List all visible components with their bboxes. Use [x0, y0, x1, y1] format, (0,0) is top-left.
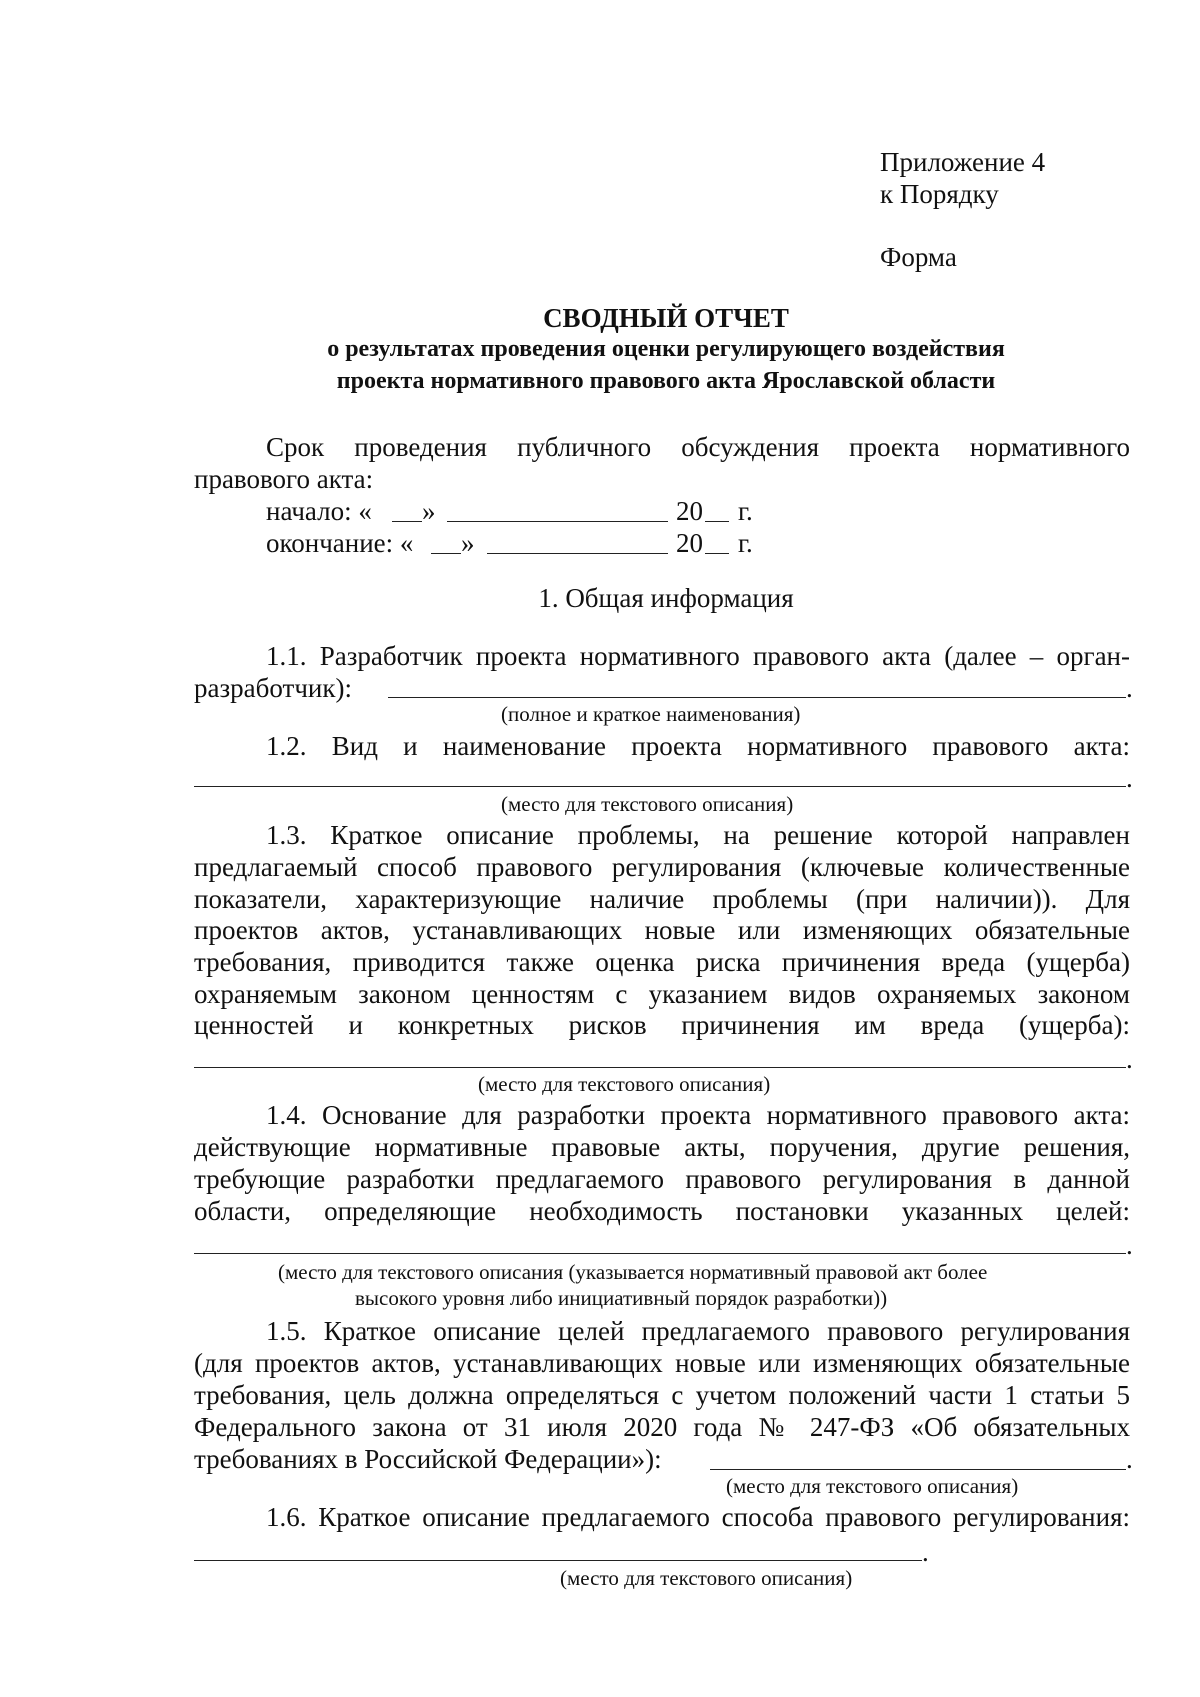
item-1-3-line2: предлагаемый способ правового регулирования (ключевые количественные — [194, 852, 1130, 882]
item-1-5-line2: (для проектов актов, устанавливающих новые или изменяющих обязательные — [194, 1348, 1130, 1378]
item-1-2-period: . — [1126, 763, 1133, 793]
item-1-3-line1: 1.3. Краткое описание проблемы, на решение которой направлен — [266, 820, 1130, 850]
end-year-prefix: 20 — [676, 528, 703, 558]
item-1-6-caption: (место для текстового описания) — [560, 1566, 853, 1590]
term-line-2: правового акта: — [194, 464, 374, 494]
item-1-1-line1: 1.1. Разработчик проекта нормативного правового акта (далее – орган- — [266, 641, 1130, 671]
item-1-3-line5: требования, приводится также оценка риска причинения вреда (ущерба) — [194, 947, 1130, 977]
item-1-4-line3: требующие разработки предлагаемого правового регулирования в данной — [194, 1164, 1130, 1194]
item-1-2-line1: 1.2. Вид и наименование проекта нормативного правового акта: — [266, 731, 1130, 761]
document-subtitle-line2: проекта нормативного правового акта Ярославской области — [336, 368, 996, 394]
end-day-blank[interactable] — [431, 553, 461, 554]
item-1-3-line6: охраняемым законом ценностям с указанием видов охраняемых законом — [194, 979, 1130, 1009]
appendix-block — [880, 146, 1045, 210]
item-1-3-caption: (место для текстового описания) — [478, 1072, 771, 1096]
item-1-6-line1: 1.6. Краткое описание предлагаемого способа правового регулирования: — [266, 1502, 1130, 1532]
item-1-5-line5: требованиях в Российской Федерации»): — [194, 1444, 662, 1474]
item-1-5-period: . — [1126, 1444, 1133, 1474]
start-year-suffix: г. — [738, 496, 753, 526]
goals-description-blank[interactable] — [710, 1469, 1126, 1470]
item-1-2-caption: (место для текстового описания) — [501, 792, 794, 816]
document-subtitle-line1: о результатах проведения оценки регулирующего воздействия — [327, 336, 1005, 362]
item-1-1-caption: (полное и краткое наименования) — [501, 702, 801, 726]
start-day-blank[interactable] — [392, 521, 422, 522]
start-year-blank[interactable] — [705, 521, 729, 522]
end-date-close-quote: » — [461, 528, 475, 558]
item-1-1-period: . — [1126, 673, 1133, 703]
start-year-prefix: 20 — [676, 496, 703, 526]
end-year-suffix: г. — [738, 528, 753, 558]
item-1-3-period: . — [1126, 1044, 1133, 1074]
end-date-label: окончание: « — [266, 528, 414, 558]
item-1-5-line3: требования, цель должна определяться с учетом положений части 1 статьи 5 — [194, 1380, 1130, 1410]
start-date-close-quote: » — [422, 496, 436, 526]
section-1-heading: 1. Общая информация — [538, 583, 794, 613]
start-date-label: начало: « — [266, 496, 372, 526]
item-1-4-line1: 1.4. Основание для разработки проекта нормативного правового акта: — [266, 1100, 1130, 1130]
item-1-5-caption: (место для текстового описания) — [726, 1474, 1019, 1498]
form-label: Форма — [880, 242, 957, 272]
item-1-6-period: . — [922, 1537, 929, 1567]
act-name-blank[interactable] — [194, 786, 1126, 787]
developer-name-blank[interactable] — [388, 697, 1126, 698]
appendix-reference: к Порядку — [880, 179, 999, 209]
item-1-3-line4: проектов актов, устанавливающих новые или изменяющих обязательные — [194, 915, 1130, 945]
item-1-4-caption-line1: (место для текстового описания (указывается нормативный правовой акт более — [278, 1260, 988, 1284]
term-line-1: Срок проведения публичного обсуждения проекта нормативного — [266, 432, 1130, 462]
item-1-5-line1: 1.5. Краткое описание целей предлагаемого правового регулирования — [266, 1316, 1130, 1346]
item-1-3-line7: ценностей и конкретных рисков причинения им вреда (ущерба): — [194, 1010, 1130, 1040]
document-title: СВОДНЫЙ ОТЧЕТ — [543, 303, 789, 333]
problem-description-blank[interactable] — [194, 1067, 1126, 1068]
end-month-blank[interactable] — [487, 553, 668, 554]
start-month-blank[interactable] — [447, 521, 668, 522]
item-1-4-period: . — [1126, 1230, 1133, 1260]
item-1-3-line3: показатели, характеризующие наличие проблемы (при наличии)). Для — [194, 884, 1130, 914]
item-1-5-line4: Федерального закона от 31 июля 2020 года № 247-ФЗ «Об обязательных — [194, 1412, 1130, 1442]
method-description-blank[interactable] — [194, 1560, 922, 1561]
item-1-4-caption-line2: высокого уровня либо инициативный порядок разработки)) — [355, 1286, 888, 1310]
appendix-number: Приложение 4 — [880, 147, 1046, 177]
item-1-4-line2: действующие нормативные правовые акты, поручения, другие решения, — [194, 1132, 1130, 1162]
end-year-blank[interactable] — [705, 553, 729, 554]
basis-description-blank[interactable] — [194, 1253, 1126, 1254]
item-1-1-line2: разработчик): — [194, 673, 352, 703]
item-1-4-line4: области, определяющие необходимость постановки указанных целей: — [194, 1196, 1130, 1226]
